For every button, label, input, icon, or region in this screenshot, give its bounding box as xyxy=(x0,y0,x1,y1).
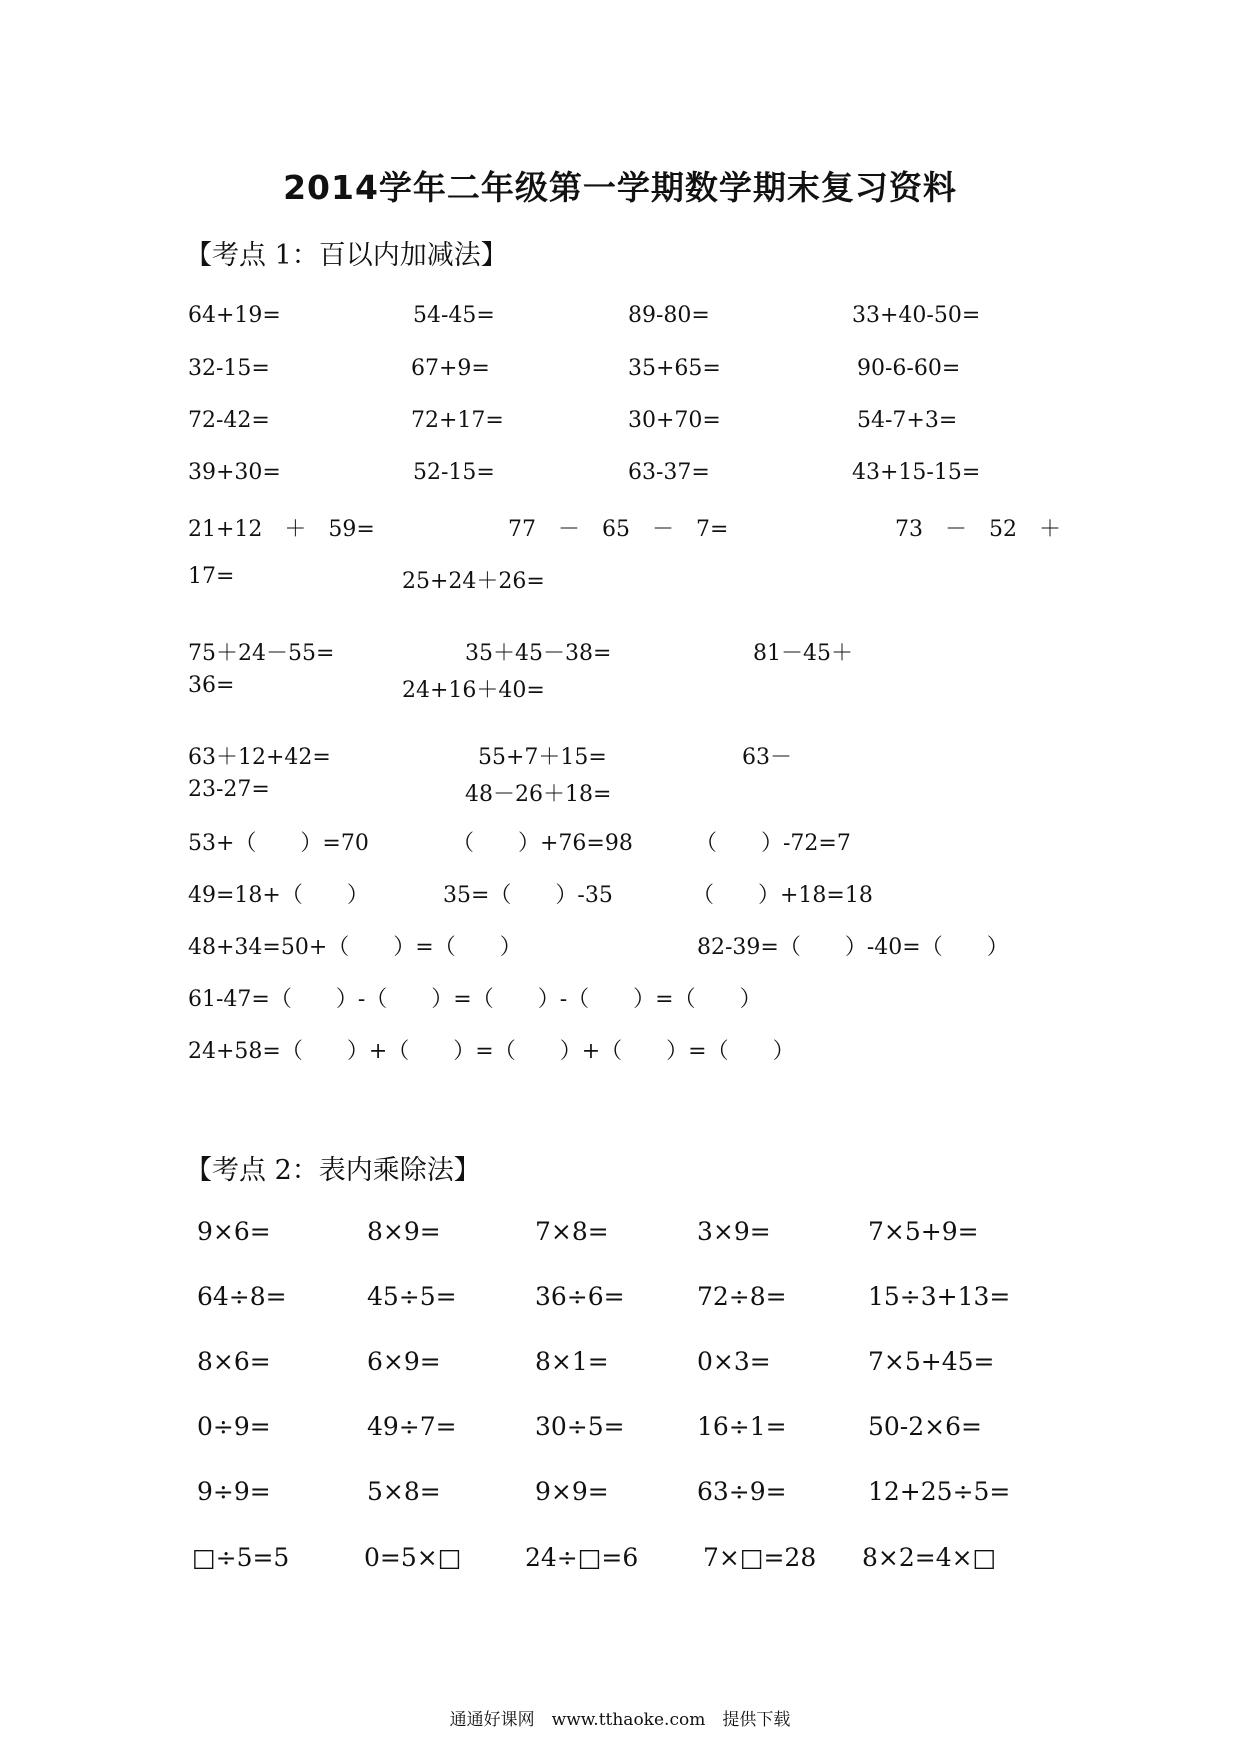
problem: 25+24＋26= xyxy=(402,569,545,594)
problem-row xyxy=(0,1543,1240,1579)
problem-row xyxy=(0,930,1240,966)
problem: 30÷5= xyxy=(535,1412,625,1441)
problem: 8×1= xyxy=(535,1347,609,1376)
problem: 63-37= xyxy=(628,460,710,485)
problem: 12+25÷5= xyxy=(868,1477,1011,1506)
problem-row xyxy=(0,564,1240,600)
problem-row xyxy=(0,826,1240,862)
problem-row xyxy=(0,777,1240,813)
problem: 67+9= xyxy=(411,356,490,381)
page-title: 2014学年二年级第一学期数学期末复习资料 xyxy=(283,168,957,207)
footer-text: 通通好课网 www.tthaoke.com 提供下载 xyxy=(449,1710,791,1730)
problem: 30+70= xyxy=(628,408,721,433)
problem-row xyxy=(0,408,1240,444)
problem: 45÷5= xyxy=(367,1282,457,1311)
problem: 53+（ ）=70 xyxy=(188,831,369,856)
problem: 0=5×□ xyxy=(364,1543,462,1572)
problem: 77 － 65 － 7= xyxy=(508,517,729,542)
problem: 81－45＋ xyxy=(753,641,853,666)
problem: 7×5+9= xyxy=(868,1217,979,1246)
problem: 32-15= xyxy=(188,356,270,381)
problem-row xyxy=(0,460,1240,496)
problem: 82-39=（ ）-40=（ ） xyxy=(697,935,1009,960)
problem: 72÷8= xyxy=(697,1282,787,1311)
problem: 64+19= xyxy=(188,303,281,328)
problem-row xyxy=(0,1282,1240,1318)
problem-row xyxy=(0,1034,1240,1070)
problem: 7×5+45= xyxy=(868,1347,995,1376)
problem: 21+12 ＋ 59= xyxy=(188,517,375,542)
problem: 8×9= xyxy=(367,1217,441,1246)
section-heading-1: 【考点 1：百以内加减法】 xyxy=(185,240,508,271)
problem-row xyxy=(0,982,1240,1018)
problem-row xyxy=(0,1217,1240,1253)
problem: 61-47=（ ）-（ ）=（ ）-（ ）=（ ） xyxy=(188,987,762,1012)
problem: □÷5=5 xyxy=(192,1543,290,1572)
problem: 24÷□=6 xyxy=(525,1543,639,1572)
problem: 64÷8= xyxy=(197,1282,287,1311)
problem-row xyxy=(0,1412,1240,1448)
problem: 72-42= xyxy=(188,408,270,433)
problem-row xyxy=(0,512,1240,548)
problem: 72+17= xyxy=(411,408,504,433)
problem-row xyxy=(0,1477,1240,1513)
problem: 43+15-15= xyxy=(852,460,981,485)
problem: 63÷9= xyxy=(697,1477,787,1506)
problem: 75＋24－55= xyxy=(188,641,335,666)
problem: 24+16＋40= xyxy=(402,678,545,703)
problem: 36÷6= xyxy=(535,1282,625,1311)
section-heading-2: 【考点 2：表内乘除法】 xyxy=(185,1155,481,1186)
problem: 8×6= xyxy=(197,1347,271,1376)
problem: 54-45= xyxy=(413,303,495,328)
problem: 50-2×6= xyxy=(868,1412,982,1441)
problem: 0×3= xyxy=(697,1347,771,1376)
problem: 17= xyxy=(188,564,235,589)
problem: 90-6-60= xyxy=(857,356,961,381)
problem: 7×□=28 xyxy=(703,1543,817,1572)
problem: 54-7+3= xyxy=(857,408,958,433)
problem: 48－26＋18= xyxy=(465,782,612,807)
problem: 49÷7= xyxy=(367,1412,457,1441)
problem-row xyxy=(0,303,1240,339)
problem: 89-80= xyxy=(628,303,710,328)
problem: 55+7＋15= xyxy=(478,745,607,770)
problem: 52-15= xyxy=(413,460,495,485)
problem: 16÷1= xyxy=(697,1412,787,1441)
problem: （ ）-72=7 xyxy=(695,831,851,856)
problem: 33+40-50= xyxy=(852,303,981,328)
problem: 35＋45－38= xyxy=(465,641,612,666)
problem-row xyxy=(0,356,1240,392)
problem-row xyxy=(0,740,1240,776)
problem: 15÷3+13= xyxy=(868,1282,1011,1311)
problem: （ ）+18=18 xyxy=(692,883,873,908)
problem: 9×6= xyxy=(197,1217,271,1246)
problem-row xyxy=(0,878,1240,914)
problem: （ ）+76=98 xyxy=(452,831,633,856)
problem: 36= xyxy=(188,673,235,698)
problem: 0÷9= xyxy=(197,1412,271,1441)
problem: 63－ xyxy=(742,745,792,770)
problem: 63＋12+42= xyxy=(188,745,331,770)
problem: 23-27= xyxy=(188,777,270,802)
problem-row xyxy=(0,636,1240,672)
problem: 39+30= xyxy=(188,460,281,485)
problem-row xyxy=(0,1347,1240,1383)
problem: 3×9= xyxy=(697,1217,771,1246)
problem: 48+34=50+（ ）=（ ） xyxy=(188,935,522,960)
problem: 73 － 52 ＋ xyxy=(895,517,1061,542)
problem: 5×8= xyxy=(367,1477,441,1506)
problem: 6×9= xyxy=(367,1347,441,1376)
problem-row xyxy=(0,673,1240,709)
problem: 35=（ ）-35 xyxy=(443,883,613,908)
problem: 49=18+（ ） xyxy=(188,883,369,908)
problem: 9×9= xyxy=(535,1477,609,1506)
problem: 35+65= xyxy=(628,356,721,381)
problem: 24+58=（ ）+（ ）=（ ）+（ ）=（ ） xyxy=(188,1039,795,1064)
problem: 8×2=4×□ xyxy=(862,1543,997,1572)
problem: 7×8= xyxy=(535,1217,609,1246)
problem: 9÷9= xyxy=(197,1477,271,1506)
